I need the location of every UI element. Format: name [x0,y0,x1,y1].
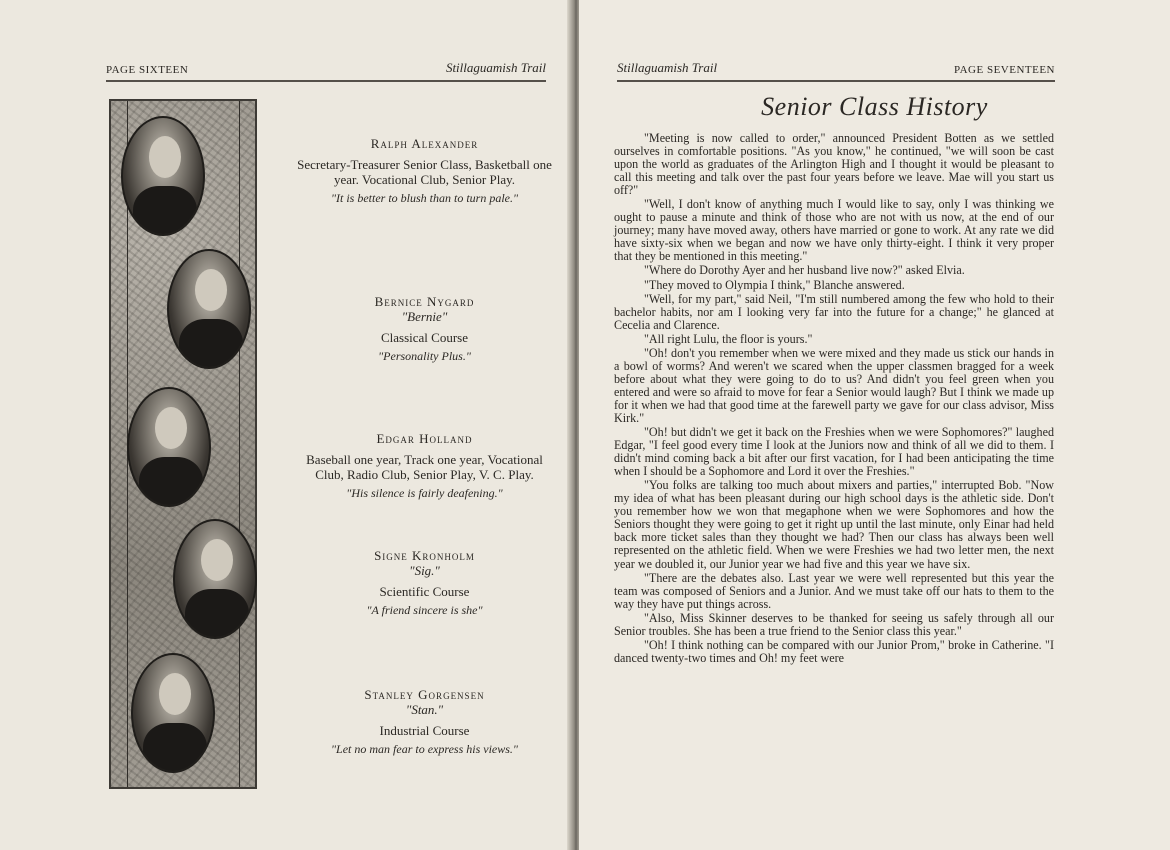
portrait-strip [109,99,257,789]
portrait-bernice-nygard [167,249,251,369]
paragraph: "Also, Miss Skinner deserves to be thanked for seeing us safely through all our Senior troubles. She has been a true friend to the Senior class this year." [614,610,1054,638]
student-nickname: "Bernie" [401,309,448,324]
paragraph: "There are the debates also. Last year we were well represented but this year the team was composed of Seniors and a Junior. And we must take off our hats to them to the way they have put things across. [614,570,1054,611]
portrait-signe-kronholm [173,519,257,639]
page-title: Senior Class History [761,92,988,121]
student-name: Edgar Holland [376,431,473,446]
student-entry [292,687,557,757]
student-quote: "His silence is fairly deafening." [346,486,503,500]
paragraph: "Well, I don't know of anything much I would like to say, only I was thinking we ought to pause a minute and think of those who are not with us now, at the end of our journey; many have moved away, others have married or gone to work. At any rate we did have sixty-six when we began and now we have only thirty-eight. I think it very proper that they be mentioned in this meeting." [614,197,1054,264]
student-nickname: "Stan." [405,702,444,717]
student-quote: "Let no man fear to express his views." [331,742,518,756]
paragraph: "Meeting is now called to order," announced President Botten as we settled ourselves in comfortable positions. "As you know," he continued, "we will soon be cast upon the world as graduates of the Arlington High and I thought it would be pleasant to call this meeting and talk over the past four years before we leave. Mae will you start us off?" [614,131,1054,198]
paragraph: "Oh! I think nothing can be compared with our Junior Prom," broke in Catherine. "I danced twenty-two times and Oh! my feet were [614,637,1054,665]
student-quote: "A friend sincere is she" [366,603,483,617]
portrait-ralph-alexander [121,116,205,236]
student-entry [292,136,557,206]
paragraph: "Oh! don't you remember when we were mixed and they made us stick our hands in a bowl of worms? And weren't we scared when the upper classmen bragged for a week before about what they were going to do to us? And didn't you feel green when you entered and were so afraid to move for fear a Senior would laugh? But I think we made up for it when we had that good time at the farewell party we gave for our class advisor, Miss Kirk." [614,345,1054,425]
page-number: PAGE SEVENTEEN [953,64,1055,76]
portrait-stanley-gorgensen [131,653,215,773]
student-name: Bernice Nygard [374,294,475,309]
paragraph: "Well, for my part," said Neil, "I'm still numbered among the few who hold to their bachelor habits, nor am I looking very far into the future for a change;" he glanced at Cecelia and Clarence. [614,291,1054,332]
paragraph: "Oh! but didn't we get it back on the Freshies when we were Sophomores?" laughed Edgar, "I feel good every time I look at the Juniors now and think of all we did to them. I didn't mind coming back a bit after our first vacation, for I had been anticipating the time when I should be a Sophomore and Lord it over the Freshies." [614,425,1054,479]
student-name: Signe Kronholm [374,548,475,563]
left-page [0,0,573,850]
student-nickname: "Sig." [409,563,440,578]
student-course: Industrial Course [379,723,470,738]
paragraph: "Where do Dorothy Ayer and her husband live now?" asked Elvia. [644,263,965,278]
student-course: Scientific Course [379,584,470,599]
portrait-edgar-holland [127,387,211,507]
paragraph: "You folks are talking too much about mixers and parties," interrupted Bob. "Now my idea of what has been pleasant during our high school days is the athletic side. Don't you remember how we won that megaphone when we were Sophomores and how the Seniors thought they were going to get it right up until the last minute, only Einar had held back more ticket sales than they thought we had? Then our class has always been well represented on the athletic field. When we were Freshies we had two letter men, the next year we doubled it, our Junior year we had five and this year we have six. [614,478,1054,571]
student-name: Ralph Alexander [370,136,479,151]
strip-border-line [239,101,240,787]
left-page-header [106,60,546,82]
right-page [579,0,1170,850]
paragraph: "They moved to Olympia I think," Blanche answered. [644,277,905,292]
publication-title: Stillaguamish Trail [445,60,546,75]
publication-title: Stillaguamish Trail [617,60,718,75]
student-entry [292,548,557,618]
student-activities: Baseball one year, Track one year, Vocational Club, Radio Club, Senior Play, V. C. Play. [306,452,543,482]
student-course: Classical Course [380,330,468,345]
student-quote: "It is better to blush than to turn pale." [330,191,519,205]
student-entry [292,294,557,364]
paragraph: "All right Lulu, the floor is yours." [644,331,813,346]
right-page-header [617,60,1055,82]
student-entry [292,431,557,501]
class-history-text [614,132,1054,666]
student-name: Stanley Gorgensen [364,687,485,702]
student-quote: "Personality Plus." [378,349,471,363]
page-number: PAGE SIXTEEN [106,64,189,76]
student-activities: Secretary-Treasurer Senior Class, Basketball one year. Vocational Club, Senior Play. [297,157,552,187]
